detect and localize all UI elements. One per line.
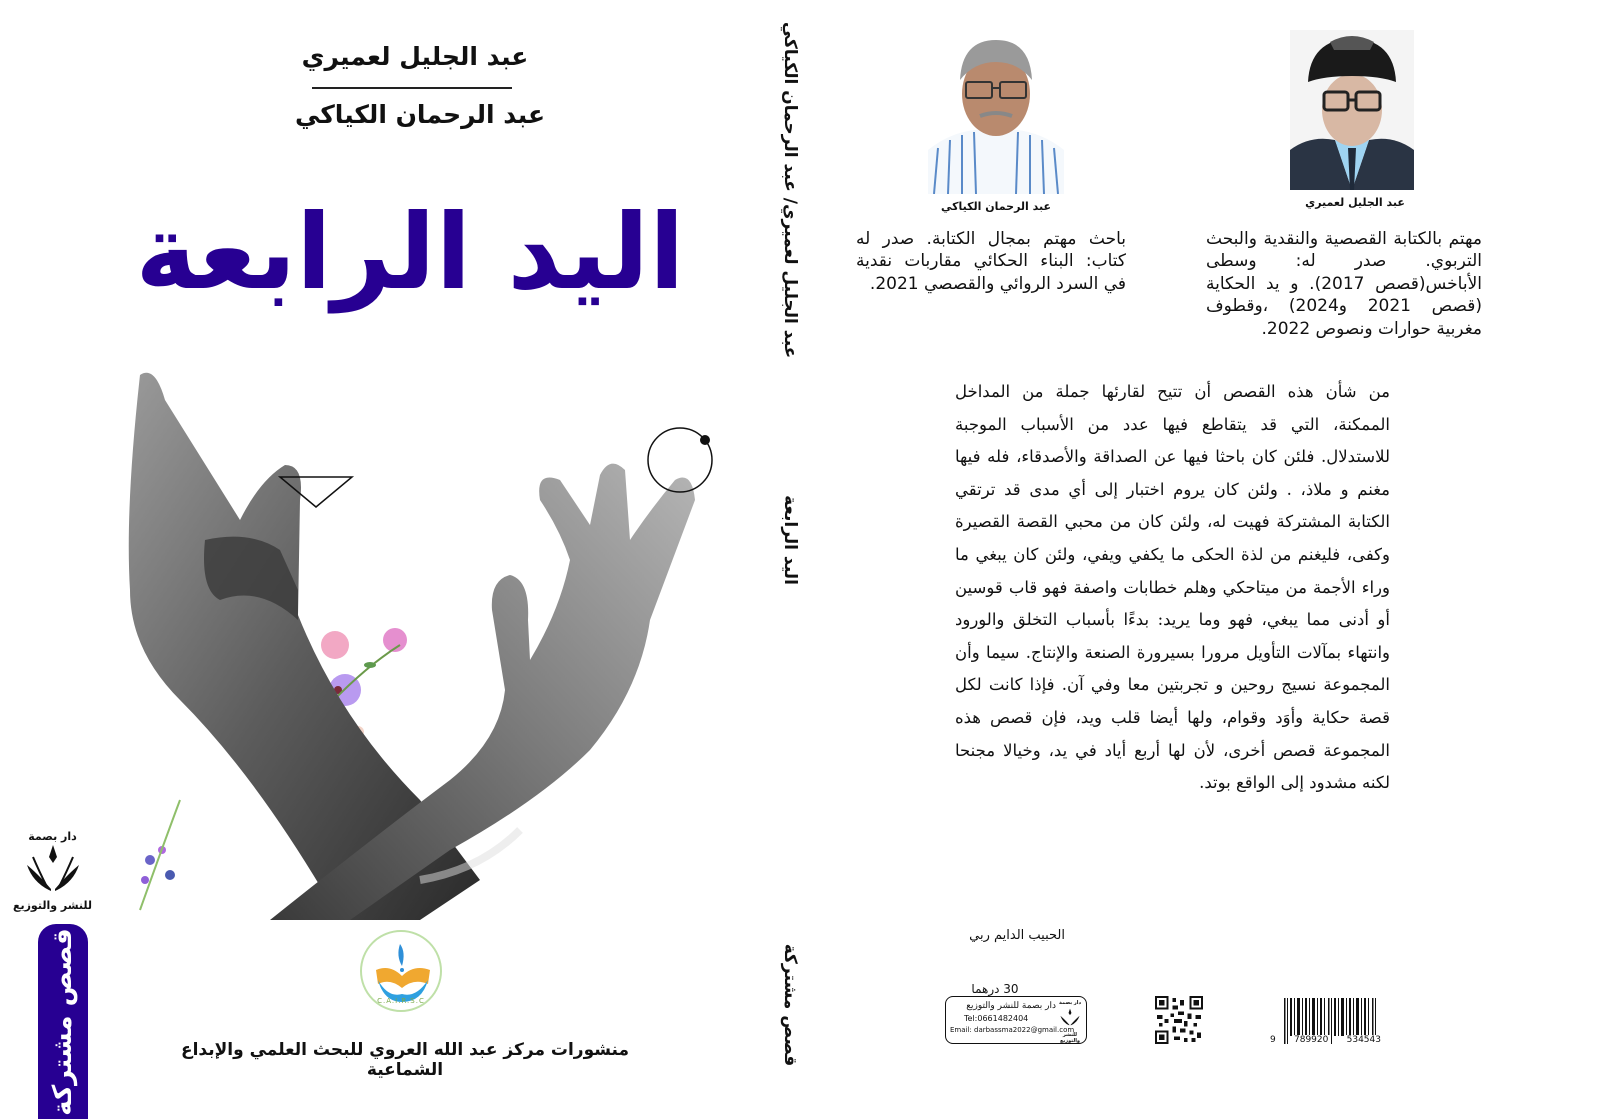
- book-title: اليد الرابعة: [135, 191, 685, 313]
- publisher-name-bottom: للنشر والتوزيع: [12, 899, 93, 912]
- pen-book-emblem-icon: [1059, 1006, 1081, 1028]
- front-author-2: عبد الرحمان الكياكي: [294, 100, 546, 129]
- publisher-name-top: دار بصمة: [28, 830, 77, 843]
- genre-label: قصص مشتركة: [48, 927, 78, 1116]
- pen-book-emblem-icon: [23, 843, 83, 893]
- spine-authors: عبد الجليل لعميري/ عبد الرحمان الكياكي: [780, 21, 800, 359]
- stamp-emblem-bottom: للنشر والتوزيع: [1059, 1032, 1081, 1044]
- hands-illustration: [120, 360, 740, 920]
- blurb-signature: الحبيب الدايم ربي: [969, 928, 1065, 943]
- stamp-publisher-name: دار بصمة للنشر والتوزيع: [966, 1001, 1056, 1011]
- qr-code-icon: [1155, 996, 1203, 1044]
- author-photo-hat: [1290, 30, 1414, 190]
- genre-tab: [38, 924, 88, 1119]
- stamp-emblem: [1057, 1000, 1083, 1044]
- author-divider: [312, 87, 512, 89]
- spine-title: اليد الرابعة: [780, 495, 800, 585]
- isbn-part-3: 534543: [1346, 1035, 1381, 1045]
- price-label: 30 درهما: [971, 982, 1019, 996]
- isbn-part-2: 789920: [1294, 1035, 1329, 1045]
- center-logo: [360, 930, 442, 1012]
- author-2-bio: باحث مهتم بمجال الكتابة. صدر له كتاب: البناء الحكائي مقاربات نقدية في السرد الروائي والقصصي 2021.: [856, 229, 1126, 294]
- author-1-caption: عبد الجليل لعميري: [1305, 196, 1405, 209]
- stamp-phone: Tel:0661482404: [964, 1014, 1029, 1023]
- stamp-email: Email: darbassma2022@gmail.com: [950, 1026, 1075, 1034]
- center-logo-label: C.A.I.R.S.C: [377, 997, 425, 1005]
- spine-genre: قصص مشتركة: [780, 943, 800, 1067]
- author-1-bio: مهتم بالكتابة القصصية والنقدية والبحث التربوي. صدر له: وسطى الأباخس(قصص 2017). و يد الحكاية (قصص 2021 و2024) ،وقطوف مغربية حوارات ونصوص 2022.: [1206, 229, 1482, 339]
- publisher-stamp: [945, 996, 1087, 1044]
- author-2-caption: عبد الرحمان الكياكي: [940, 200, 1052, 213]
- imprint-text: منشورات مركز عبد الله العروي للبحث العلمي والإبداع الشماعية: [180, 1040, 630, 1080]
- isbn-part-1: 9: [1270, 1035, 1276, 1045]
- stamp-emblem-top: دار بصمة: [1058, 1000, 1082, 1006]
- isbn-digits: [1268, 1035, 1383, 1045]
- author-photo-striped-shirt: [928, 30, 1064, 194]
- front-author-1: عبد الجليل لعميري: [301, 42, 529, 71]
- author-photo-2: [928, 30, 1064, 194]
- publisher-logo: [10, 830, 95, 912]
- author-photo-1: [1290, 30, 1414, 190]
- back-cover-blurb: من شأن هذه القصص أن تتيح لقارئها جملة من المداخل الممكنة، التي قد يتقاطع فيها عدد من الأسباب الموجبة للاستدلال. فلئن كان باحثا فيها عن الصداقة والأصدقاء، فله فيها مغنم و ملاذ، . ولئن كان يروم اختبار إلى أي مدى قد ترتقي الكتابة المشتركة فهيت له، ولئن كان من محبي القصة القصيرة وكفى، فليغنم من لذة الحكى ما يكفي ويفي، ولئن كان يبغي ما وراء الأجمة من ميتاحكي وهلم خطابات واصفة فهو قاب قوسين أو أدنى مما يبغي، فهو وما يريد: بدءًا بأسباب التخلق والورود وانتهاء بمآلات التأويل مرورا بسيرورة الصنعة والإنتاج. سيما وأن المجموعة نسيج روحين و تجربتين معا وفي آن. فإذا كانت لكل قصة حكاية وأوَد وقوام، ولها أيضا قلب ويد، فإن قصص هذه المجموعة قصص أخرى، لأن لها أربع أياد في يد، وخيالا مجنحا لكنه مشدود إلى الواقع بوتد.: [955, 382, 1390, 793]
- spine: [740, 0, 840, 1119]
- front-cover: [0, 0, 760, 1119]
